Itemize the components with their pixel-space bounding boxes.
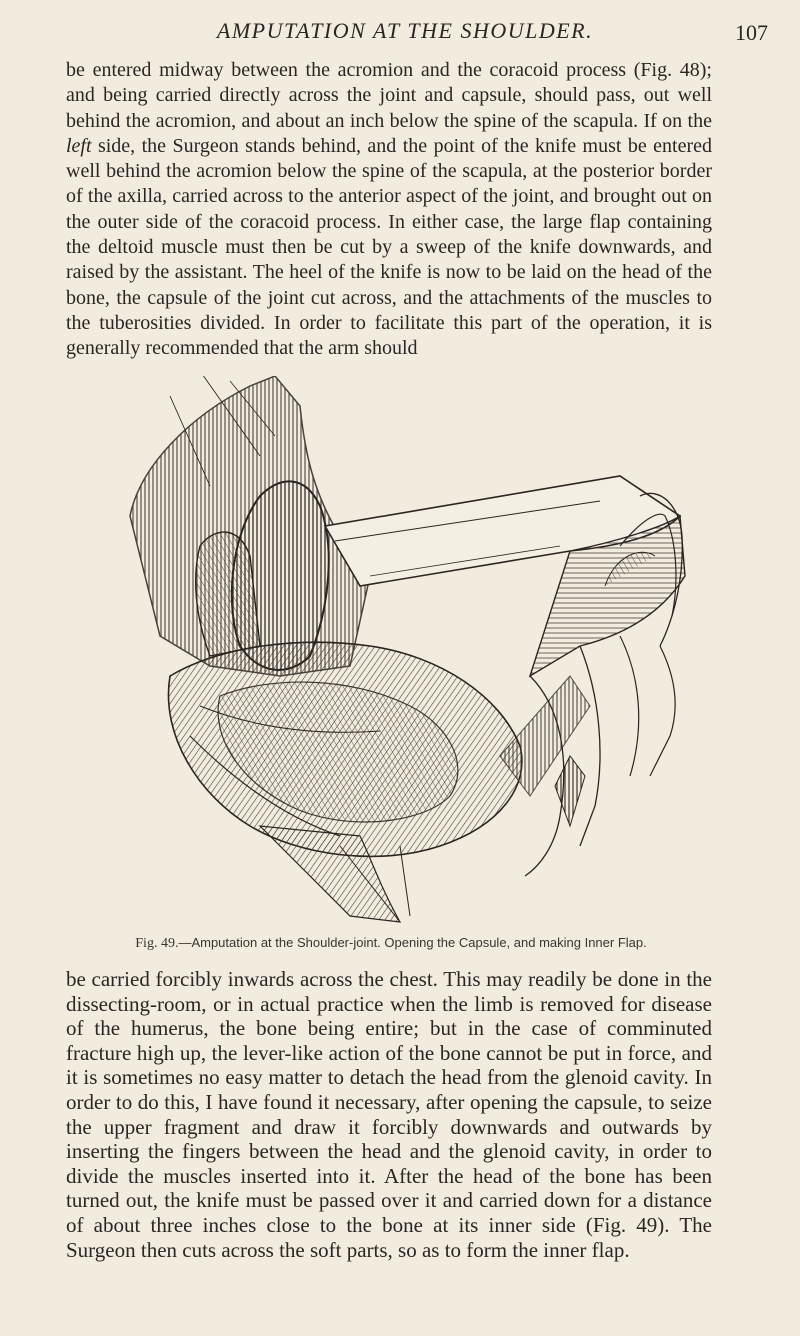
paragraph-top bbox=[66, 58, 712, 362]
page-number: 107 bbox=[735, 20, 768, 45]
caption-figure-number: Fig. 49. bbox=[135, 936, 179, 951]
caption-text: —Amputation at the Shoulder-joint. Opening the Capsule, and making Inner Flap. bbox=[178, 935, 647, 950]
figure-49-illustration bbox=[100, 376, 700, 924]
paragraph-top-text-1: be entered midway between the acromion and the coracoid process (Fig. 48); and being carried directly across the joint and capsule, should pass, out well behind the acromion, and about an inch below the spine of the scapula. If on the bbox=[66, 59, 712, 132]
shoulder-amputation-engraving bbox=[100, 376, 700, 924]
running-title: AMPUTATION AT THE SHOULDER. bbox=[216, 18, 594, 43]
paragraph-top-text-2: side, the Surgeon stands behind, and the point of the knife must be entered well behind the acromion below the spine of the scapula, at the posterior border of the axilla, carried across to the anterior aspect of the joint, and brought out on the outer side of the coracoid process. In either case, the large flap containing the deltoid muscle must then be cut by a sweep of the knife downwards, and raised by the assistant. The heel of the knife is now to be laid on the head of the bone, the capsule of the joint cut across, and the attachments of the muscles to the tuberosities divided. In order to facilitate this part of the operation, it is generally recommended that the arm should bbox=[66, 134, 712, 360]
italic-word-left: left bbox=[66, 134, 92, 157]
figure-caption bbox=[66, 935, 716, 952]
page-header bbox=[40, 8, 770, 48]
paragraph-bottom: be carried forcibly inwards across the chest. This may readily be done in the dissecting-room, or in actual practice when the limb is removed for disease of the humerus, the bone being entire; but in the case of comminuted fracture high up, the lever-like action of the bone cannot be put in force, and it is sometimes no easy matter to detach the head from the glenoid cavity. In order to do this, I have found it necessary, after opening the capsule, to seize the upper fragment and draw it forcibly downwards and outwards by inserting the fingers between the head and the glenoid cavity, in order to divide the muscles inserted into it. After the head of the bone has been turned out, the knife must be passed over it and carried down for a distance of about three inches close to the bone at its inner side (Fig. 49). The Surgeon then cuts across the soft parts, so as to form the inner flap. bbox=[66, 967, 712, 1262]
